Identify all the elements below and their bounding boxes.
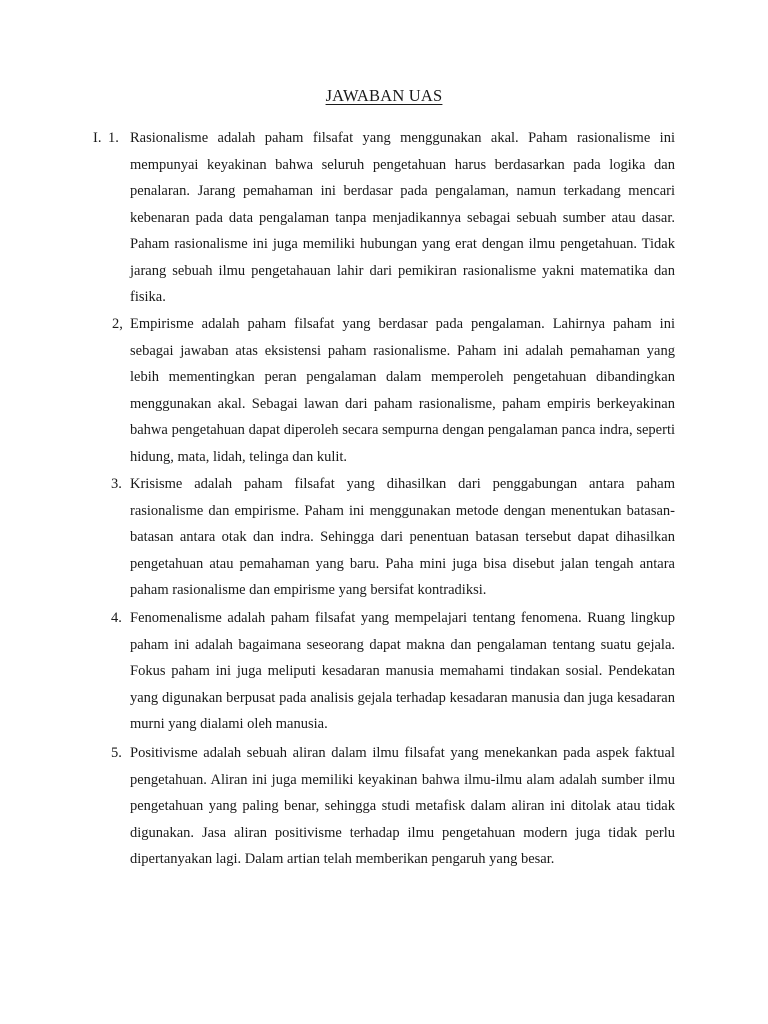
page-title-text: JAWABAN UAS xyxy=(325,86,443,105)
page-title xyxy=(0,86,768,106)
list-item-rasionalisme xyxy=(108,125,675,311)
item-text: Fenomenalisme adalah paham filsafat yang mempelajari tentang fenomena. Ruang lingkup paham ini adalah bagaimana seseorang dapat makna dan pengalaman tentang suatu gejala. Fokus paham ini juga meliputi kesadaran manusia memahami tindakan sosial. Pendekatan yang digunakan berpusat pada analisis gejala terhadap kesadaran manusia dan juga kesadaran murni yang dialami oleh manusia. xyxy=(130,610,675,732)
list-item-empirisme xyxy=(112,311,675,470)
item-number: 1. xyxy=(108,130,119,146)
section-marker: I. xyxy=(93,130,102,146)
item-text: Rasionalisme adalah paham filsafat yang menggunakan akal. Paham rasionalisme ini mempunyai keyakinan bahwa seluruh pengetahuan harus berdasarkan pada logika dan penalaran. Jarang pemahaman ini berdasar pada pengalaman, namun terkadang mencari kebenaran pada data pengalaman tanpa menjadikannya sebagai sebuah sumber atau dasar. Paham rasionalisme ini juga memiliki hubungan yang erat dengan ilmu pengetahuan. Tidak jarang sebuah ilmu pengetahauan lahir dari pemikiran rasionalisme yakni matematika dan fisika. xyxy=(130,130,675,305)
list-item-fenomenalisme xyxy=(111,605,675,738)
list-item-positivisme xyxy=(111,740,675,873)
item-text: Empirisme adalah paham filsafat yang berdasar pada pengalaman. Lahirnya paham ini sebagai jawaban atas eksistensi paham rasionalisme. Paham ini adalah pemahaman yang lebih mementingkan peran pengalaman dalam memperoleh pengetahuan dibandingkan menggunakan akal. Sebagai lawan dari paham rasionalisme, paham empiris berkeyakinan bahwa pengetahuan dapat diperoleh secara sempurna dengan pengalaman panca indra, seperti hidung, mata, lidah, telinga dan kulit. xyxy=(130,316,675,465)
item-text: Positivisme adalah sebuah aliran dalam ilmu filsafat yang menekankan pada aspek faktual pengetahuan. Aliran ini juga memiliki keyakinan bahwa ilmu-ilmu alam adalah sumber ilmu pengetahuan yang paling benar, sehingga studi metafisk dalam aliran ini ditolak atau tidak digunakan. Jasa aliran positivisme terhadap ilmu pengetahuan modern juga tidak perlu dipertanyakan lagi. Dalam artian telah memberikan pengaruh yang besar. xyxy=(130,745,675,867)
item-number: 4. xyxy=(111,610,122,626)
item-text: Krisisme adalah paham filsafat yang dihasilkan dari penggabungan antara paham rasionalisme dan empirisme. Paham ini menggunakan metode dengan menentukan batasan-batasan antara otak dan indra. Sehingga dari penentuan batasan tersebut dapat dihasilkan pengetahuan atau pemahaman yang baru. Paha mini juga bisa disebut jalan tengah antara paham rasionalisme dan empirisme yang bersifat kontradiksi. xyxy=(130,476,675,598)
item-number: 3. xyxy=(111,476,122,492)
list-item-krisisme xyxy=(111,471,675,604)
item-number: 2, xyxy=(112,316,123,332)
item-number: 5. xyxy=(111,745,122,761)
